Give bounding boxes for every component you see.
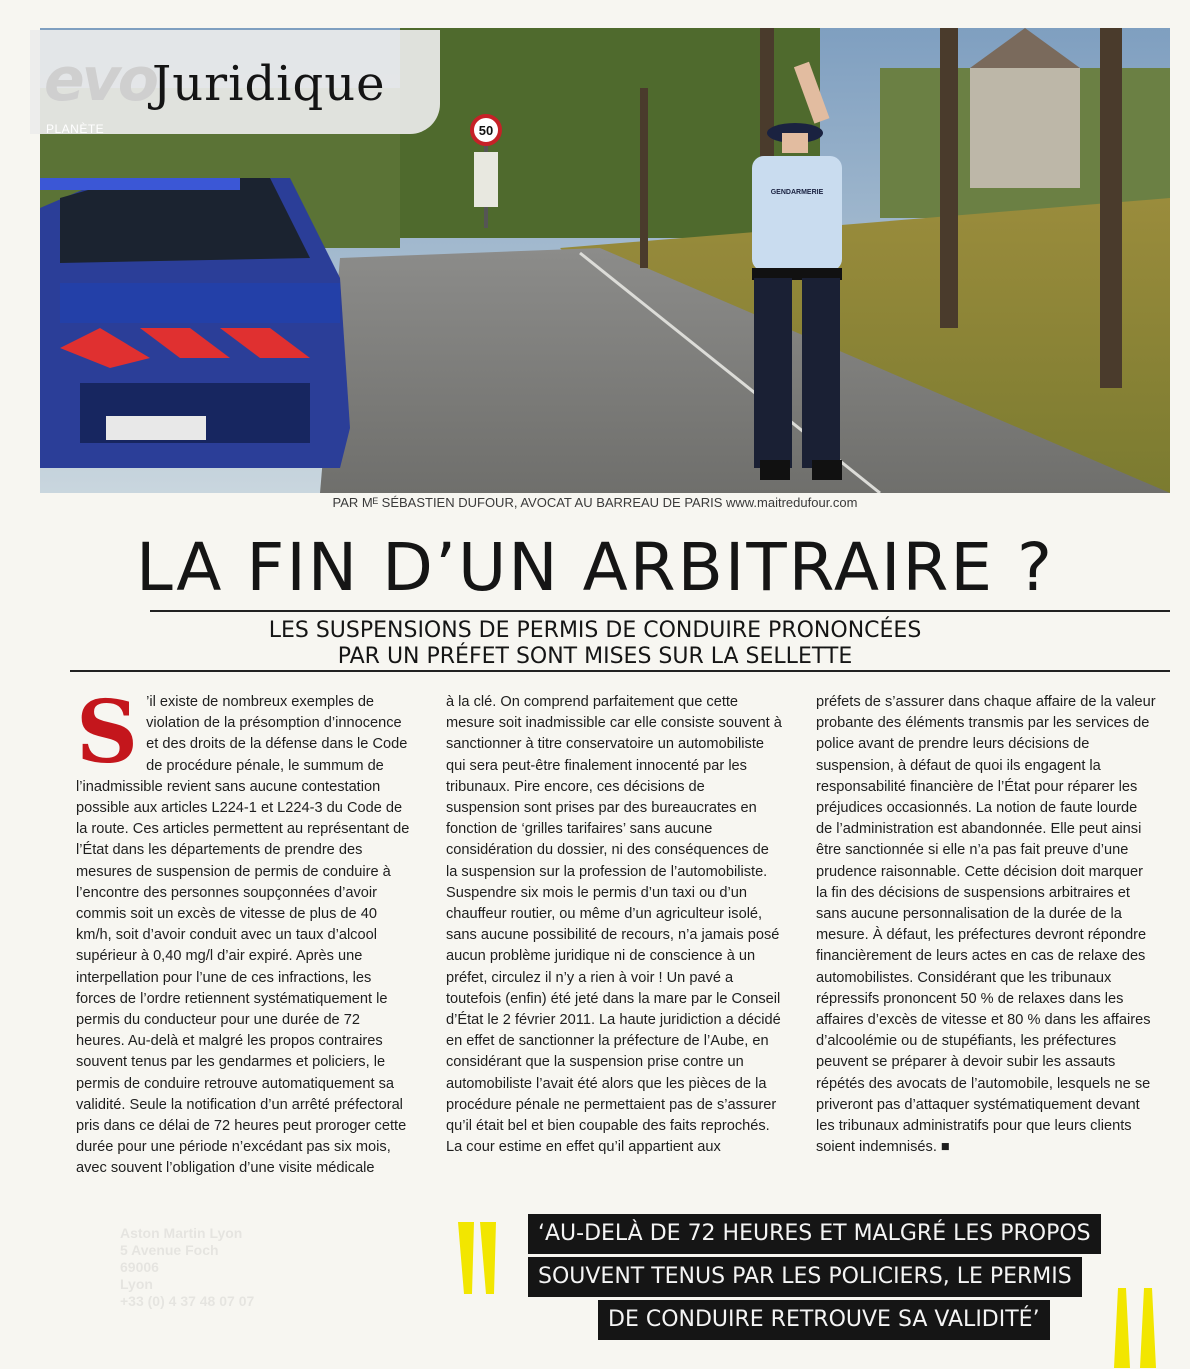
headline-rule	[150, 610, 1170, 612]
article-text-1: ’il existe de nombreux exemples de violation de la présomption d’innocence et des droits de la défense dans le Code de procédure pénale, le summum de l’inadmissible revient sans aucune contestation possible aux articles L224-1 et L224-3 du Code de la route. Ces articles permettent au représentant de l’État dans les départements de prendre des mesures de suspension de permis de conduire à l’encontre des personnes soupçonnées d’avoir commis soit un excès de vitesse de plus de 40 km/h, soit d’avoir conduit avec un taux d’alcool supérieur à 0,40 mg/l d’air expiré. Après une interpellation pour l’une de ces infractions, les forces de l’ordre retiennent systématiquement le permis du conducteur pour une durée de 72 heures. Au-delà et malgré les propos contraires souvent tenus par les gendarmes et policiers, le permis de conduire retrouve automatiquement sa validité. Seule la notification d’un arrêté préfectoral pris dans ce délai de 72 heures peut proroger cette durée pour une période n’excédant pas six mois, avec souvent l’obligation d’une visite médicale	[76, 694, 410, 1177]
subheadline-rule	[70, 670, 1170, 672]
headline: LA FIN D’UN ARBITRAIRE ?	[135, 529, 1055, 606]
subheadline-line-1: LES SUSPENSIONS DE PERMIS DE CONDUIRE PRONONCÉES	[268, 618, 922, 643]
section-tag	[30, 30, 440, 134]
pull-quote-line-2: SOUVENT TENUS PAR LES POLICIERS, LE PERMIS	[528, 1257, 1082, 1297]
drop-cap: S	[76, 682, 139, 783]
subheadline-line-2: PAR UN PRÉFET SONT MISES SUR LA SELLETTE	[337, 644, 853, 669]
bleed-line: +33 (0) 4 37 48 07 07	[120, 1293, 255, 1309]
pull-quote-line-3: DE CONDUIRE RETROUVE SA VALIDITÉ’	[598, 1300, 1050, 1340]
pull-quote-line-1: ‘AU-DELÀ DE 72 HEURES ET MALGRÉ LES PROPOS	[528, 1214, 1101, 1254]
bleed-line: Lyon	[120, 1276, 153, 1292]
bleed-through-text	[120, 1225, 254, 1310]
close-quote-icon	[1112, 1288, 1164, 1368]
bleed-line: Aston Martin Lyon	[120, 1225, 243, 1241]
vest-text: GENDARMERIE	[770, 189, 824, 196]
open-quote-icon	[456, 1222, 500, 1294]
article-column-1	[76, 682, 412, 1180]
bleed-line: 69006	[120, 1259, 159, 1275]
subheadline	[0, 618, 1190, 670]
section-title: Juridique	[152, 56, 386, 112]
byline: PAR Mᴱ SÉBASTIEN DUFOUR, AVOCAT AU BARREAU DE PARIS www.maitredufour.com	[332, 495, 858, 510]
speed-sign-value: 50	[478, 123, 494, 138]
section-subtitle: PLANÈTE	[46, 122, 105, 136]
article-column-3: préfets de s’assurer dans chaque affaire de la valeur probante des éléments transmis par les services de police avant de prendre leurs décisions de suspension, à défaut de quoi ils engagent la responsabilité financière de l’État pour réparer les préjudices occasionnés. La notion de faute lourde de l’administration est abandonnée. Elle peut ainsi être sanctionnée si elle n’a pas fait preuve d’une prudence raisonnable. Cette décision doit marquer la fin des décisions de suspensions arbitraires et sans aucune personnalisation de la durée de la mesure. À défaut, les préfectures devront répondre financièrement de leurs actes en cas de relaxe des automobilistes. Considérant que les tribunaux répressifs prononcent 50 % de relaxes dans les affaires d’excès de vitesse et 80 % dans les affaires d’alcoolémie ou de stupéfiants, les préfectures peuvent se préparer à devoir subir les assauts répétés des avocats de l’automobile, lesquels ne se priveront pas d’attaquer systématiquement devant les tribunaux administratifs pour que leurs clients soient indemnisés. ■	[816, 694, 1156, 1156]
brand-logo: evo	[44, 45, 157, 115]
article-column-2: à la clé. On comprend parfaitement que cette mesure soit inadmissible car elle consiste souvent à sanctionner à titre conservatoire un automobiliste qui sera peut-être finalement innocenté par les tribunaux. Pire encore, ces décisions de suspension sont prises par des bureaucrates en fonction de ‘grilles tarifaires’ sans aucune considération du dossier, ni des conséquences de la suspension sur la profession de l’automobiliste. Suspendre six mois le permis d’un taxi ou d’un chauffeur routier, ou même d’un agriculteur isolé, sans aucune possibilité de recours, n’a jamais posé aucun problème juridique ni de conscience à un préfet, circulez il n’y a rien à voir ! Un pavé a toutefois (enfin) été jeté dans la mare par le Conseil d’État le 2 février 2011. La haute juridiction a décidé en effet de sanctionner la préfecture de l’Aube, en considérant que la suspension prise contre un automobiliste l’avait été alors que les pièces de la procédure pénale ne permettaient pas de s’assurer qu’il était bel et bien coupable des faits reprochés. La cour estime en effet qu’il appartient aux	[446, 694, 782, 1156]
bleed-line: 5 Avenue Foch	[120, 1242, 219, 1258]
